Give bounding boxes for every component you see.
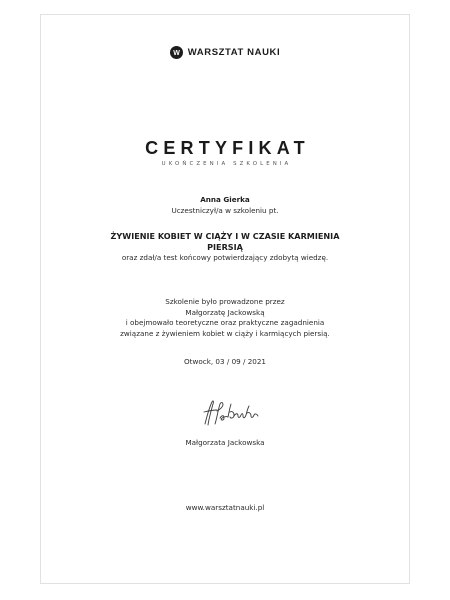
training-details-block: [0, 297, 450, 339]
test-passed-text: oraz zdał/a test końcowy potwierdzający zdobytą wiedzę.: [121, 253, 329, 262]
place-date: Otwock, 03 / 09 / 2021: [184, 357, 266, 366]
trainer-name: Małgorzatę Jackowską: [185, 307, 265, 317]
participant-block: [0, 195, 450, 216]
brand-name: WARSZTAT NAUKI: [187, 47, 281, 58]
participation-text: Uczestniczył/a w szkoleniu pt.: [171, 205, 279, 215]
circle-w-logo-icon: [170, 46, 183, 59]
course-title-line-1: ŻYWIENIE KOBIET W CIĄŻY I W CZASIE KARMIENIA: [110, 231, 340, 241]
website-link[interactable]: www.warsztatnauki.pl: [185, 503, 265, 512]
scope-line-2: związane z żywieniem kobiet w ciąży i karmiących piersią.: [120, 328, 330, 338]
logo-letter: W: [172, 50, 180, 57]
participant-name: Anna Gierka: [200, 195, 250, 204]
course-title-line-2: PIERSIĄ: [207, 242, 243, 252]
brand-header: [0, 46, 450, 59]
scope-line-1: i obejmowało teoretyczne oraz praktyczne zagadnienia: [125, 318, 325, 327]
certificate-subtitle: UKOŃCZENIA SZKOLENIA: [161, 161, 292, 167]
conducted-by-text: Szkolenie było prowadzone przez: [165, 297, 285, 306]
certificate-title: CERTYFIKAT: [145, 138, 310, 158]
course-block: [0, 231, 450, 264]
handwritten-signature-icon: [201, 398, 263, 428]
signatory-name: Małgorzata Jackowska: [185, 438, 265, 447]
